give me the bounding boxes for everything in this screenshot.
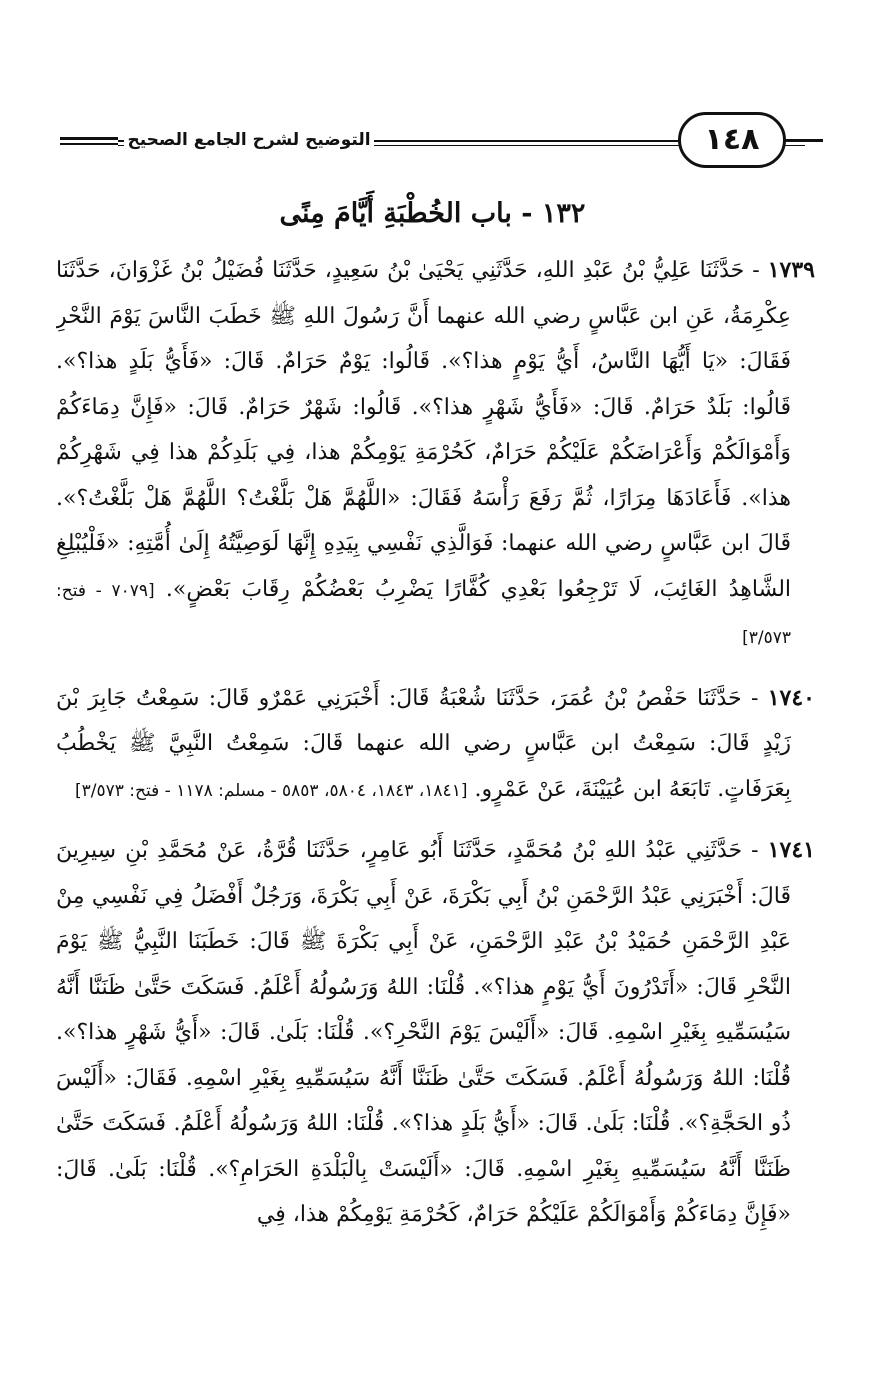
hadith-paragraph [56,828,815,1240]
hadith-reference: [١٨٤١، ١٨٤٣، ٥٨٠٤، ٥٨٥٣ - مسلم: ١١٧٨ - فتح: ٣/٥٧٣] [74,780,468,801]
page-body [56,248,815,1358]
hadith-paragraph [56,248,815,662]
hadith-number: ١٧٤١ [767,837,815,863]
hadith-number: ١٧٤٠ [767,684,815,711]
book-title: التوضيح لشرح الجامع الصحيح [124,124,374,156]
chapter-heading: ١٣٢ - باب الخُطْبَةِ أَيَّامَ مِنًى [279,198,586,229]
running-header [60,112,805,168]
hadith-text: حَدَّثَنَا عَلِيُّ بْنُ عَبْدِ اللهِ، حَدَّثَنِي يَحْيَىٰ بْنُ سَعِيدٍ، حَدَّثَنَا فُضَيْلُ بْنُ غَزْوَانَ، حَدَّثَنَا عِكْرِمَةُ، عَنِ ابن عَبَّاسٍ رضي الله عنهما أَنَّ رَسُولَ اللهِ ﷺ خَطَبَ النَّاسَ يَوْمَ النَّحْرِ فَقَالَ: «يَا أَيُّهَا النَّاسُ، أَيُّ يَوْمٍ هذا؟». قَالُوا: يَوْمٌ حَرَامٌ. قَالَ: «فَأَيُّ بَلَدٍ هذا؟». قَالُوا: بَلَدٌ حَرَامٌ. قَالَ: «فَأَيُّ شَهْرٍ هذا؟». قَالُوا: شَهْرٌ حَرَامٌ. قَالَ: «فَإِنَّ دِمَاءَكُمْ وَأَمْوَالَكُمْ وَأَعْرَاضَكُمْ عَلَيْكُمْ حَرَامٌ، كَحُرْمَةِ يَوْمِكُمْ هذا، فِي بَلَدِكُمْ هذا فِي شَهْرِكُمْ هذا». فَأَعَادَهَا مِرَارًا، ثُمَّ رَفَعَ رَأْسَهُ فَقَالَ: «اللَّهُمَّ هَلْ بَلَّغْتُ؟ اللَّهُمَّ هَلْ بَلَّغْتُ؟». قَالَ ابن عَبَّاسٍ رضي الله عنهما: فَوَالَّذِي نَفْسِي بِيَدِهِ إِنَّهَا لَوَصِيَّتُهُ إِلَىٰ أُمَّتِهِ: «فَلْيُبْلِغِ الشَّاهِدُ الغَائِبَ، لَا تَرْجِعُوا بَعْدِي كُفَّارًا يَضْرِبُ بَعْضُكُمْ رِقَابَ بَعْضٍ». [56,258,792,602]
hadith-dash: - [741,685,759,711]
hadith-reference: [٧٠٧٩ - فتح: ٣/٥٧٣] [56,580,791,648]
hadith-text: حَدَّثَنَا حَفْصُ بْنُ عُمَرَ، حَدَّثَنَا شُعْبَةُ قَالَ: أَخْبَرَنِي عَمْرٌو قَالَ: سَمِعْتُ جَابِرَ بْنَ زَيْدٍ قَالَ: سَمِعْتُ ابن عَبَّاسٍ رضي الله عنهما قَالَ: سَمِعْتُ النَّبِيَّ ﷺ يَخْطُبُ بِعَرَفَاتٍ. تَابَعَهُ ابن عُيَيْنَةَ، عَنْ عَمْرٍو. [56,685,791,802]
hadith-number: ١٧٣٩ [767,257,815,283]
hadith-dash: - [742,838,759,863]
hadith-dash: - [744,258,760,283]
page-number: ١٤٨ [678,112,786,168]
hadith-paragraph [56,676,815,815]
header-left-ornament [60,136,118,148]
hadith-text: حَدَّثَنِي عَبْدُ اللهِ بْنُ مُحَمَّدٍ، حَدَّثَنَا أَبُو عَامِرٍ، حَدَّثَنَا قُرَّةُ، عَنْ مُحَمَّدِ بْنِ سِيرِينَ قَالَ: أَخْبَرَنِي عَبْدُ الرَّحْمَنِ بْنُ أَبِي بَكْرَةَ، عَنْ أَبِي بَكْرَةَ، وَرَجُلٌ أَفْضَلُ فِي نَفْسِي مِنْ عَبْدِ الرَّحْمَنِ حُمَيْدُ بْنُ عَبْدِ الرَّحْمَنِ، عَنْ أَبِي بَكْرَةَ ﷺ قَالَ: خَطَبَنَا النَّبِيُّ ﷺ يَوْمَ النَّحْرِ قَالَ: «أَتَدْرُونَ أَيُّ يَوْمٍ هذا؟». قُلْنَا: اللهُ وَرَسُولُهُ أَعْلَمُ. فَسَكَتَ حَتَّىٰ ظَنَنَّا أَنَّهُ سَيُسَمِّيهِ بِغَيْرِ اسْمِهِ. قَالَ: «أَلَيْسَ يَوْمَ النَّحْرِ؟». قُلْنَا: بَلَىٰ. قَالَ: «أَيُّ شَهْرٍ هذا؟». قُلْنَا: اللهُ وَرَسُولُهُ أَعْلَمُ. فَسَكَتَ حَتَّىٰ ظَنَنَّا أَنَّهُ سَيُسَمِّيهِ بِغَيْرِ اسْمِهِ. فَقَالَ: «أَلَيْسَ ذُو الحَجَّةِ؟». قُلْنَا: بَلَىٰ. قَالَ: «أَيُّ بَلَدٍ هذا؟». قُلْنَا: اللهُ وَرَسُولُهُ أَعْلَمُ. فَسَكَتَ حَتَّىٰ ظَنَنَّا أَنَّهُ سَيُسَمِّيهِ بِغَيْرِ اسْمِهِ. قَالَ: «أَلَيْسَتْ بِالْبَلْدَةِ الحَرَامِ؟». قُلْنَا: بَلَىٰ. قَالَ: «فَإِنَّ دِمَاءَكُمْ وَأَمْوَالَكُمْ عَلَيْكُمْ حَرَامٌ، كَحُرْمَةِ يَوْمِكُمْ هذا، فِي [56,838,791,1227]
